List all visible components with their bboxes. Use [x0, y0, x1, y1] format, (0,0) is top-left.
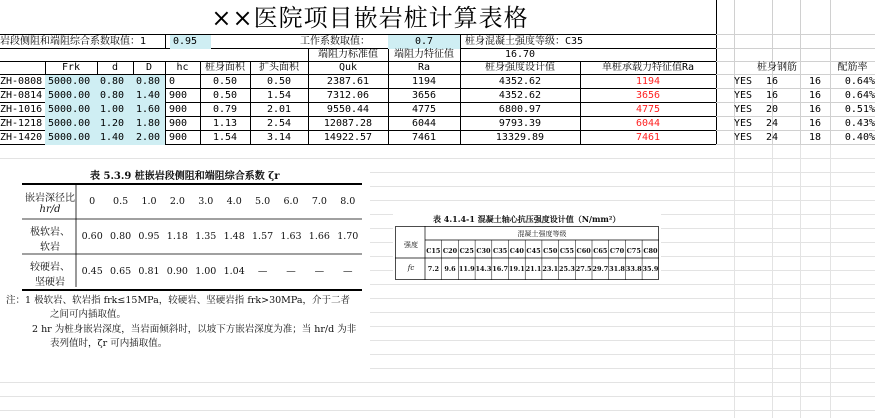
- rebar-dia-cell[interactable]: 16: [808, 90, 822, 101]
- pile-id-cell[interactable]: ZH-0808: [0, 76, 43, 87]
- table-539-col-value: 1.0: [141, 196, 157, 207]
- hc-cell[interactable]: 0: [169, 76, 176, 87]
- quk-cell[interactable]: 7312.06: [326, 90, 370, 101]
- frk-cell[interactable]: 5000.00: [45, 75, 97, 89]
- table-4114-image: [393, 212, 661, 282]
- table-539-row2-label-line2: 坚硬岩: [35, 277, 65, 288]
- table-4114-value: 31.8: [609, 265, 625, 273]
- table-4114-grade: C50: [543, 247, 558, 255]
- table-539-col-value: 0: [89, 196, 96, 207]
- pile-area-cell[interactable]: 1.54: [212, 132, 238, 143]
- rebar-count-cell[interactable]: 24: [765, 132, 779, 143]
- col-header-d[interactable]: d: [111, 62, 119, 73]
- table-4114-value: 35.9: [642, 265, 659, 273]
- d-cell[interactable]: 0.80: [97, 75, 133, 89]
- d-cell[interactable]: 1.40: [97, 131, 133, 145]
- col-header-quk[interactable]: Quk: [338, 62, 358, 73]
- table-539-row1-label-line2: 软岩: [40, 242, 60, 253]
- table-4114-grade: C80: [643, 247, 658, 255]
- table-539-row1-value: 1.66: [308, 231, 330, 242]
- strength-cell[interactable]: 9793.39: [498, 118, 542, 129]
- hc-cell[interactable]: 900: [169, 104, 188, 115]
- table-4114-grade: C20: [442, 247, 458, 255]
- frk-cell[interactable]: 5000.00: [45, 89, 97, 103]
- col-header-strength[interactable]: 桩身强度设计值: [485, 62, 555, 73]
- pile-area-cell[interactable]: 0.50: [212, 76, 238, 87]
- table-4114-grade: C45: [526, 247, 541, 255]
- rebar-dia-cell[interactable]: 16: [808, 76, 822, 87]
- single-capacity-cell[interactable]: 6044: [635, 118, 661, 129]
- table-539-row2-value: 0.65: [110, 266, 132, 277]
- rebar-dia-cell[interactable]: 18: [808, 132, 822, 143]
- expand-area-cell[interactable]: 0.50: [266, 76, 292, 87]
- table-539-row2-value: —: [286, 266, 296, 277]
- quk-cell[interactable]: 14922.57: [323, 132, 373, 143]
- rebar-count-cell[interactable]: 24: [765, 118, 779, 129]
- table-4114-value: 29.7: [592, 265, 609, 273]
- hc-cell[interactable]: 900: [169, 118, 188, 129]
- table-4114-grade-label: 混凝土强度等级: [517, 230, 567, 238]
- col-header-ra[interactable]: Ra: [417, 62, 431, 73]
- table-4114-fc-label: fc: [407, 264, 415, 272]
- D-cell[interactable]: 1.80: [133, 117, 165, 131]
- table-539-col-value: 0.5: [113, 196, 129, 207]
- table-539-row1-value: 1.57: [252, 231, 274, 242]
- ratio-cell[interactable]: 0.40%: [844, 132, 875, 143]
- table-4114-value: 14.3: [475, 265, 492, 273]
- ratio-cell[interactable]: 0.64%: [844, 90, 875, 101]
- table-4114-grade: C40: [509, 247, 524, 255]
- table-539-row1-label-line1: 极软岩、: [30, 227, 70, 238]
- table-4114-value: 25.3: [559, 265, 575, 273]
- D-cell[interactable]: 2.00: [133, 131, 165, 145]
- table-539-row2-value: 0.45: [81, 266, 103, 277]
- pile-area-cell[interactable]: 1.13: [212, 118, 238, 129]
- col-header-expand-area[interactable]: 扩头面积: [259, 62, 299, 73]
- table-4114-value: 27.5: [575, 265, 592, 273]
- coef-label[interactable]: 岩段侧阻和端阻综合系数取值：1: [0, 36, 147, 47]
- col-header-single-capacity[interactable]: 单桩承载力特征值Ra: [601, 62, 695, 73]
- table-539-row2-value: —: [314, 266, 325, 277]
- quk-cell[interactable]: 12087.28: [323, 118, 373, 129]
- col-header-ratio[interactable]: 配筋率: [837, 62, 868, 73]
- d-cell[interactable]: 0.80: [97, 89, 133, 103]
- table-539-row2-value: 1.00: [195, 266, 217, 277]
- rebar-count-cell[interactable]: 16: [765, 90, 779, 101]
- table-4114-strength-label: 强度: [404, 241, 418, 249]
- table-4114-value: 23.1: [542, 265, 559, 273]
- rebar-dia-cell[interactable]: 16: [808, 104, 822, 115]
- d-cell[interactable]: 1.20: [97, 117, 133, 131]
- frk-cell[interactable]: 5000.00: [45, 117, 97, 131]
- hc-cell[interactable]: 900: [169, 132, 188, 143]
- ra-cell[interactable]: 7461: [411, 132, 437, 143]
- d-cell[interactable]: 1.00: [97, 103, 133, 117]
- col-header-rebar[interactable]: 桩身钢筋: [757, 62, 797, 73]
- table-539-caption: 表 5.3.9 桩嵌岩段侧阻和端阻综合系数 ζr: [90, 171, 280, 182]
- table-539-note2b: 表列值时，ζr 可内插取值。: [50, 338, 168, 349]
- expand-area-cell[interactable]: 2.01: [266, 104, 292, 115]
- ra-cell[interactable]: 6044: [411, 118, 437, 129]
- table-539-row2-value: —: [257, 266, 268, 277]
- single-capacity-cell[interactable]: 7461: [635, 132, 661, 143]
- table-539-col-value: 5.0: [255, 196, 271, 207]
- quk-cell[interactable]: 2387.61: [326, 76, 370, 87]
- strength-cell[interactable]: 4352.62: [498, 90, 542, 101]
- ratio-cell[interactable]: 0.51%: [844, 104, 875, 115]
- table-539-col-value: 6.0: [283, 196, 299, 207]
- pile-area-cell[interactable]: 0.79: [212, 104, 238, 115]
- table-539-row1-value: 1.70: [337, 231, 359, 242]
- table-539-note1: 注：1 极软岩、软岩指 frk≤15MPa，较硬岩、坚硬岩指 frk>30MPa，介于二者: [6, 295, 351, 306]
- table-4114-value: 16.7: [492, 265, 509, 273]
- rebar-count-cell[interactable]: 16: [765, 76, 779, 87]
- ratio-cell[interactable]: 0.43%: [844, 118, 875, 129]
- fc-value-cell[interactable]: 16.70: [504, 49, 536, 60]
- expand-area-cell[interactable]: 1.54: [266, 90, 292, 101]
- table-539-row1-value: 1.18: [166, 231, 188, 242]
- table-539-image: [0, 165, 370, 370]
- ra-cell[interactable]: 3656: [411, 90, 437, 101]
- table-539-row2-value: 0.81: [138, 266, 160, 277]
- table-539-col-value: 8.0: [340, 196, 356, 207]
- sheet-title[interactable]: ××医院项目嵌岩桩计算表格: [211, 4, 529, 32]
- table-539-col-value: 7.0: [311, 196, 327, 207]
- quk-cell[interactable]: 9550.44: [326, 104, 370, 115]
- header-end-resistance-char[interactable]: 端阻力特征值: [394, 49, 454, 60]
- table-539-note1b: 之间可内插取值。: [50, 309, 127, 320]
- table-539-row1-label: [24, 223, 76, 253]
- table-4114-value: 11.9: [458, 265, 475, 273]
- pile-id-cell[interactable]: ZH-0814: [0, 90, 43, 101]
- single-capacity-cell[interactable]: 1194: [635, 76, 661, 87]
- ra-cell[interactable]: 4775: [411, 104, 437, 115]
- strength-cell[interactable]: 4352.62: [498, 76, 542, 87]
- D-cell[interactable]: 1.40: [133, 89, 165, 103]
- table-4114-grade: C30: [476, 247, 491, 255]
- table-4114-grade: C70: [609, 247, 625, 255]
- table-539-row1-value: 0.60: [81, 231, 103, 242]
- concrete-grade-label[interactable]: 桩身混凝土强度等级：C35: [465, 36, 584, 47]
- table-539-row2-label: [24, 258, 76, 288]
- table-4114-grade: C55: [559, 247, 575, 255]
- table-539-head-label-line1: 嵌岩深径比: [25, 193, 75, 204]
- work-coef-label[interactable]: 工作系数取值：: [300, 36, 370, 47]
- table-4114-caption: 表 4.1.4-1 混凝土轴心抗压强度设计值（N/mm²）: [433, 214, 621, 224]
- D-cell[interactable]: 0.80: [133, 75, 165, 89]
- work-coef-value-cell[interactable]: 0.7: [388, 35, 460, 49]
- table-4114-grade: C15: [426, 247, 441, 255]
- ra-cell[interactable]: 1194: [411, 76, 437, 87]
- col-header-hc[interactable]: hc: [176, 62, 189, 73]
- table-539-row1-value: 1.48: [223, 231, 245, 242]
- table-539-head-label: [24, 189, 76, 215]
- col-header-D[interactable]: D: [145, 62, 153, 73]
- table-539-row2-value: 0.90: [166, 266, 188, 277]
- D-cell[interactable]: 1.60: [133, 103, 165, 117]
- check-cell[interactable]: YES: [734, 76, 753, 87]
- table-4114-value: 19.1: [508, 265, 525, 273]
- pile-id-cell[interactable]: ZH-1016: [0, 104, 43, 115]
- col-header-frk[interactable]: Frk: [61, 62, 81, 73]
- expand-area-cell[interactable]: 2.54: [266, 118, 292, 129]
- frk-cell[interactable]: 5000.00: [45, 103, 97, 117]
- hc-cell[interactable]: 900: [169, 90, 188, 101]
- check-cell[interactable]: YES: [734, 90, 753, 101]
- table-539-row2-value: 1.04: [223, 266, 245, 277]
- frk-cell[interactable]: 5000.00: [45, 131, 97, 145]
- table-539-row1-value: 1.63: [280, 231, 302, 242]
- strength-cell[interactable]: 6800.97: [498, 104, 542, 115]
- table-4114-value: 33.8: [625, 265, 642, 273]
- table-539-row1-value: 0.80: [110, 231, 132, 242]
- table-4114-value: 21.1: [525, 265, 542, 273]
- table-4114-grade: C75: [626, 247, 641, 255]
- table-539-head-label-line2: hr/d: [39, 204, 61, 215]
- single-capacity-cell[interactable]: 4775: [635, 104, 661, 115]
- strength-cell[interactable]: 13329.89: [495, 132, 545, 143]
- table-4114-value: 7.2: [427, 265, 439, 273]
- table-539-col-value: 4.0: [226, 196, 242, 207]
- check-cell[interactable]: YES: [734, 118, 753, 129]
- table-4114-value: 9.6: [444, 265, 456, 273]
- header-end-resistance-std[interactable]: 端阻力标准值: [318, 49, 378, 60]
- coef-value-cell[interactable]: 0.95: [170, 35, 211, 49]
- table-4114-grade: C60: [576, 247, 591, 255]
- rebar-count-cell[interactable]: 20: [765, 104, 779, 115]
- single-capacity-cell[interactable]: 3656: [635, 90, 661, 101]
- table-539-row1-value: 0.95: [138, 231, 160, 242]
- col-header-pile-area[interactable]: 桩身面积: [205, 62, 245, 73]
- table-539-row2-value: —: [343, 266, 353, 277]
- pile-id-cell[interactable]: ZH-1420: [0, 132, 43, 143]
- table-4114-grade: C35: [493, 247, 508, 255]
- table-539-row2-label-line1: 较硬岩、: [30, 262, 70, 273]
- check-cell[interactable]: YES: [734, 132, 753, 143]
- ratio-cell[interactable]: 0.64%: [844, 76, 875, 87]
- table-539-row1-value: 1.35: [195, 231, 217, 242]
- table-539-col-value: 2.0: [169, 196, 185, 207]
- table-539-col-value: 3.0: [198, 196, 214, 207]
- check-cell[interactable]: YES: [734, 104, 753, 115]
- expand-area-cell[interactable]: 3.14: [266, 132, 292, 143]
- rebar-dia-cell[interactable]: 16: [808, 118, 822, 129]
- pile-area-cell[interactable]: 0.50: [212, 90, 238, 101]
- table-4114-grade: C65: [593, 247, 608, 255]
- pile-id-cell[interactable]: ZH-1218: [0, 118, 43, 129]
- table-4114-grade: C25: [459, 247, 474, 255]
- table-539-note2: 2 hr 为桩身嵌岩深度，当岩面倾斜时，以坡下方嵌岩深度为准；当 hr/d 为非: [32, 324, 357, 335]
